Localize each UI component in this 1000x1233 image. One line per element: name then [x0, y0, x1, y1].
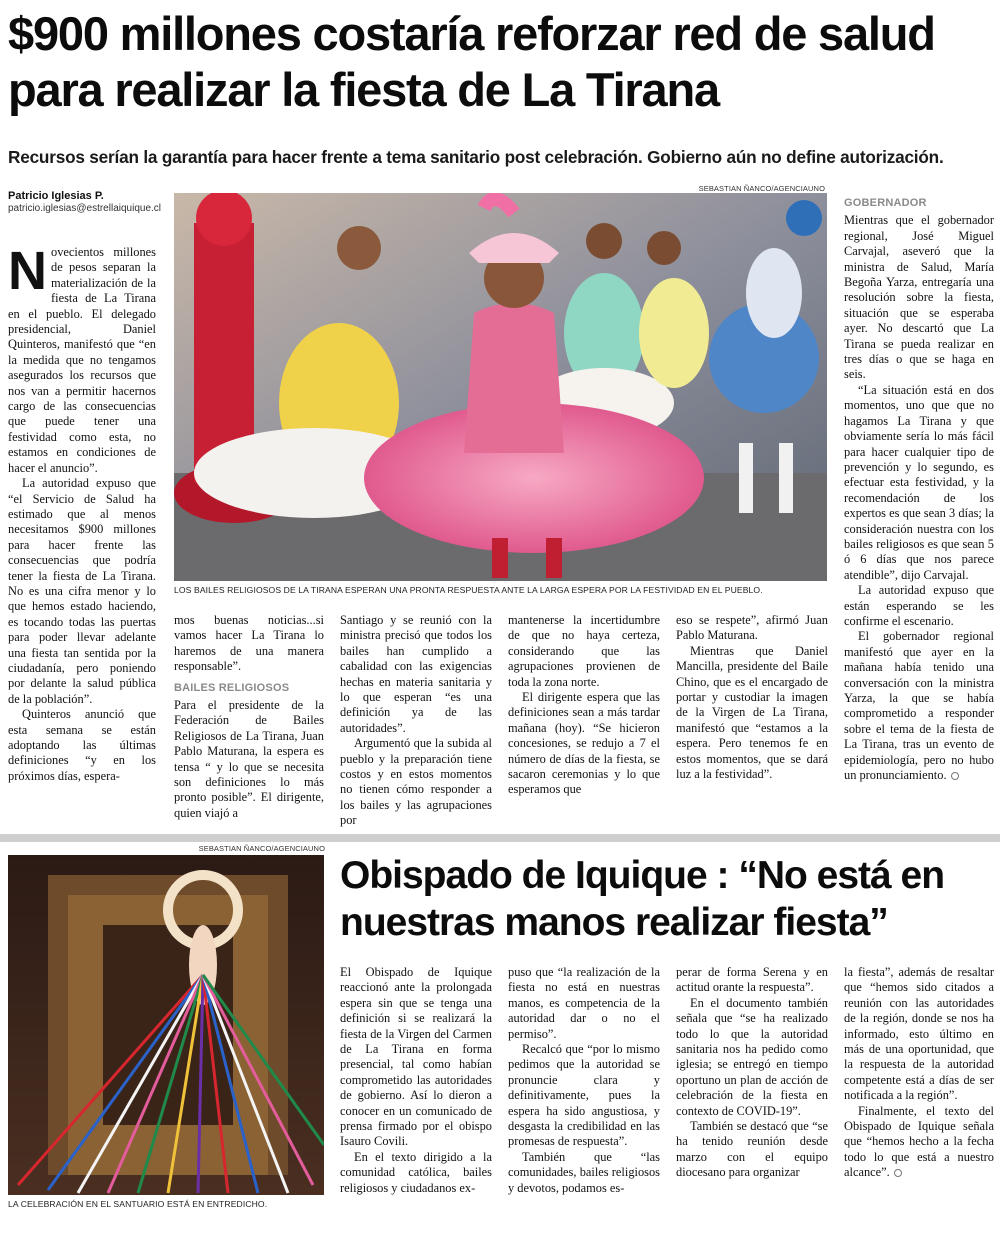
paragraph: Mientras que Daniel Mancilla, presidente del Baile Chino, que es el encargado de portar y custodiar la imagen de la Virgen de La Tirana, manifestó que “estamos a la espera. Pero tenemos fe en estos momentos, que se dará luz a la festividad”. — [676, 643, 828, 782]
byline — [8, 190, 168, 215]
paragraph-last — [844, 1104, 994, 1181]
paragraph: El Obispado de Iquique reaccionó ante la prolongada espera sin que se tenga una definición si se realizará la fiesta de la Virgen del Carmen de La Tirana en forma presencial, tal como habían comprometido las autoridades de gobierno. Así lo dieron a conocer en un comunicado de prensa firmado por el obispo Isauro Covili. — [340, 965, 492, 1149]
paragraph: “La situación está en dos momentos, uno que que no hagamos La Tirana y que obviamente sería lo más fácil para hacer cualquier tipo de prevención y lo segundo, es efectuar esta festividad, y la recomendación de los expertos es que sean 3 días; la consideración nuestra con los bailes religiosos es que sean 5 ó 6 días que nos parece atendible”, dijo Carvajal. — [844, 382, 994, 582]
paragraph: Quinteros anunció que esta semana se están adoptando las últimas definiciones “y en los próximos días, espera- — [8, 707, 156, 783]
article-column-5 — [676, 613, 828, 782]
paragraph: Argumentó que la subida al pueblo y la preparación tiene costos y en estos momentos no tienen cómo responder a los bailes y las agrupaciones por — [340, 736, 492, 828]
paragraph: Santiago y se reunió con la ministra precisó que todos los bailes han cumplido a cabalidad con las exigencias hechas en materia sanitaria y lo que esperan “es una definición ya de las autoridades”. — [340, 613, 492, 735]
paragraph: perar de forma Serena y en actitud orante la respuesta”. — [676, 965, 828, 995]
paragraph: eso se respete”, afirmó Juan Pablo Maturana. — [676, 613, 828, 643]
paragraph-lead — [8, 241, 156, 476]
section-heading-bailes: BAILES RELIGIOSOS — [174, 681, 290, 694]
end-mark-icon — [951, 772, 959, 780]
end-mark-icon — [894, 1169, 902, 1177]
paragraph: En el documento también señala que “se ha realizado todo lo que la autoridad sanitaria nos ha pedido como iglesia; se entregó en tiempo oportuno un plan de acción de celebración de la fiesta en contexto de COVID-19”. — [676, 995, 828, 1118]
headline-2: Obispado de Iquique : “No está en nuestras manos realizar fiesta” — [340, 854, 945, 944]
sanctuary-photo — [8, 855, 324, 1195]
photo-caption-2: LA CELEBRACIÓN EN EL SANTUARIO ESTÁ EN ENTREDICHO. — [8, 1199, 268, 1209]
article2-column-1 — [340, 965, 492, 1196]
article-column-3 — [340, 613, 492, 829]
subheadline: Recursos serían la garantía para hacer frente a tema sanitario post celebración. Gobierno aún no define autorización. — [8, 147, 944, 167]
paragraph-last — [844, 629, 994, 783]
paragraph-text: Finalmente, el texto del Obispado de Iquique señala que “hemos hecho a la fecha todo lo que está a nuestro alcance”. — [844, 1103, 994, 1180]
article-column-4 — [508, 613, 660, 798]
section-heading-gobernador: GOBERNADOR — [844, 197, 927, 209]
paragraph-text: El gobernador regional manifestó que ayer en la mañana había tenido una conversación con la ministra Yarza, la que se había comprometido a responder sobre el tema de la fiesta de La Tirana, tras un evento de epidemiología, pero no hubo un pronunciamiento. — [844, 629, 994, 783]
article2-column-4 — [844, 965, 994, 1181]
headline: $900 millones costaría reforzar red de salud para realizar la fiesta de La Tirana — [8, 7, 935, 116]
paragraph: La autoridad expuso que están esperando se les confirme el escenario. — [844, 583, 994, 628]
paragraph: La autoridad expuso que “el Servicio de Salud ha estimado que al menos necesitamos $900 millones para hacer frente las consecuencias que podría tener la fiesta de La Tirana. No es una cifra menor y lo que hemos estado haciendo, es tocando todas las puertas para poder llevar adelante una fiesta tan sentida por la ciudadanía, pero poniendo por delante la salud pública de la población”. — [8, 476, 156, 706]
paragraph: El dirigente espera que las definiciones sean a más tardar mañana (hoy). “Se hicieron concesiones, se redujo a 7 el número de días de la fiesta, se sacaron ceremonias y lo que esperamos que — [508, 690, 660, 797]
paragraph: Recalcó que “por lo mismo pedimos que la autoridad se pronuncie clara y definitivamente, pues la espera ha sido angustiosa, y desgasta la credibilidad en las promesas de respuesta”. — [508, 1042, 660, 1149]
article2-column-2 — [508, 965, 660, 1196]
paragraph: En el texto dirigido a la comunidad católica, bailes religiosos y ciudadanos ex- — [340, 1149, 492, 1195]
article2-column-3 — [676, 965, 828, 1181]
dropcap: N — [8, 241, 47, 301]
paragraph: mantenerse la incertidumbre de que no haya certeza, considerando que las agrupaciones provienen de toda la zona norte. — [508, 613, 660, 689]
paragraph: Mientras que el gobernador regional, José Miguel Carvajal, aseveró que la ministra de Salud, María Begoña Yarza, entregaría una resolución sobre la fiesta, situación que se esperaba ayer. No descartó que La Tirana se pueda realizar en tres días o que se haga en seis. — [844, 213, 994, 382]
article-column-2 — [174, 613, 324, 821]
paragraph: puso que “la realización de la fiesta no está en nuestras manos, es competencia de la autoridad dar o no el permiso”. — [508, 965, 660, 1041]
photo-credit: SEBASTIAN ÑANCO/AGENCIAUNO — [698, 184, 825, 193]
article-column-6 — [844, 196, 994, 783]
paragraph: También se destacó que “se ha tenido reunión desde marzo con el equipo diocesano para organizar — [676, 1119, 828, 1180]
byline-author: Patricio Iglesias P. — [8, 190, 104, 202]
photo-credit-2: SEBASTIAN ÑANCO/AGENCIAUNO — [198, 844, 325, 853]
paragraph: la fiesta”, además de resaltar que “hemos sido citados a reunión con las autoridades de la región, donde se nos ha informado, esto último en más de una oportunidad, que la respuesta de la autoridad competente está a días de ser notificada a la región”. — [844, 965, 994, 1103]
dancers-photo — [174, 193, 827, 581]
byline-email[interactable]: patricio.iglesias@estrellaiquique.cl — [8, 203, 162, 214]
article-column-1 — [8, 241, 156, 784]
dancers-illustration — [174, 193, 827, 581]
paragraph-text: ovecientos millones de pesos separan la materialización de la fiesta de La Tirana en el pueblo. El delegado presidencial, Daniel Quinteros, manifestó que “en la medida que no tengamos asegurados los recursos que nos van a permitir hacernos cargo de las consecuencias que puede tener una festividad como esta, no estamos en condiciones de hacer el anuncio”. — [8, 245, 156, 475]
paragraph: También que “las comunidades, bailes religiosos y devotos, podamos es- — [508, 1149, 660, 1195]
sanctuary-illustration — [8, 855, 324, 1195]
photo-caption: LOS BAILES RELIGIOSOS DE LA TIRANA ESPERAN UNA PRONTA RESPUESTA ANTE LA LARGA ESPERA POR LA FESTIVIDAD EN EL PUEBLO. — [174, 585, 763, 595]
section-divider — [0, 834, 1000, 842]
paragraph: Para el presidente de la Federación de Bailes Religiosos de La Tirana, Juan Pablo Maturana, la espera es tensa “ y lo que se necesita son definiciones lo más pronto posible”. El dirigente, quien viajó a — [174, 698, 324, 820]
paragraph: mos buenas noticias...si vamos hacer La Tirana lo haremos de una manera responsable”. — [174, 613, 324, 674]
